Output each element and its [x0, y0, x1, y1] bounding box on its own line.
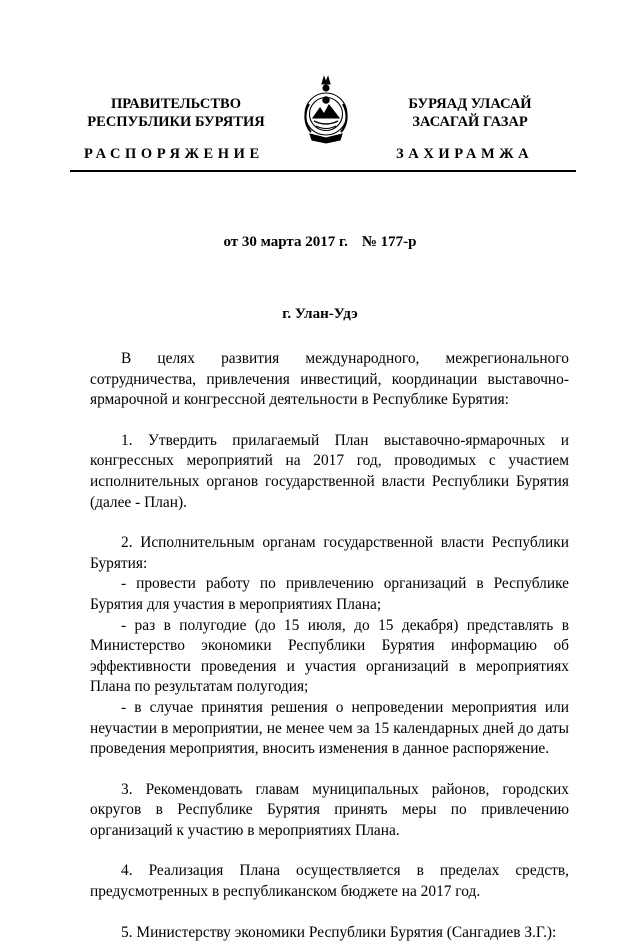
subclause-paragraph: - раз в полугодие (до 15 июля, до 15 декабря) представлять в Министерство экономики Республики Бурятия информацию об эффективности проведения и участия организаций в мероприятиях Плана по результатам полугодия;: [90, 616, 569, 696]
coat-of-arms-icon: [300, 74, 352, 154]
clause-paragraph: 5. Министерству экономики Республики Бурятия (Сангадиев З.Г.):: [121, 923, 557, 941]
document-kind-buryat: ЗАХИРАМЖА: [396, 146, 534, 162]
clause-paragraph: 2. Исполнительным органам государственной власти Республики Бурятия:: [90, 534, 569, 572]
government-name-line: РЕСПУБЛИКИ БУРЯТИЯ: [87, 114, 265, 130]
government-name-line: ЗАСАГАЙ ГАЗАР: [412, 114, 528, 130]
document-dateline: [0, 234, 640, 251]
header-divider: [70, 170, 576, 172]
document-number: № 177-р: [361, 234, 417, 250]
preamble-paragraph: В целях развития международного, межрегионального сотрудничества, привлечения инвестиций, координации выставочно-ярмарочной и конгрессной деятельности в Республике Бурятия:: [90, 350, 569, 409]
document-body: [90, 349, 569, 943]
government-name-russian: [64, 95, 288, 131]
clause-paragraph: 4. Реализация Плана осуществляется в пределах средств, предусмотренных в республиканском бюджете на 2017 год.: [90, 862, 569, 901]
government-name-line: ПРАВИТЕЛЬСТВО: [111, 96, 241, 112]
subclause-paragraph: - провести работу по привлечению организаций в Республике Бурятия для участия в мероприятиях Плана;: [90, 575, 569, 613]
government-name-line: БУРЯАД УЛАСАЙ: [408, 96, 532, 112]
document-date: от 30 марта 2017 г.: [223, 234, 348, 250]
document-city: г. Улан-Удэ: [282, 306, 358, 322]
clause-paragraph: 3. Рекомендовать главам муниципальных районов, городских округов в Республике Бурятия принять меры по привлечению организаций к участию в мероприятиях Плана.: [90, 780, 569, 839]
government-name-buryat: [372, 95, 568, 131]
document-kind-russian: РАСПОРЯЖЕНИЕ: [84, 146, 264, 162]
subclause-paragraph: - в случае принятия решения о непроведении мероприятия или неучастии в мероприятии, не менее чем за 15 календарных дней до даты проведения мероприятия, вносить изменения в данное распоряжение.: [90, 698, 569, 758]
clause-paragraph: 1. Утвердить прилагаемый План выставочно-ярмарочных и конгрессных мероприятий на 2017 год, проводимых с участием исполнительных органов государственной власти Республики Бурятия (далее - План).: [90, 431, 569, 511]
